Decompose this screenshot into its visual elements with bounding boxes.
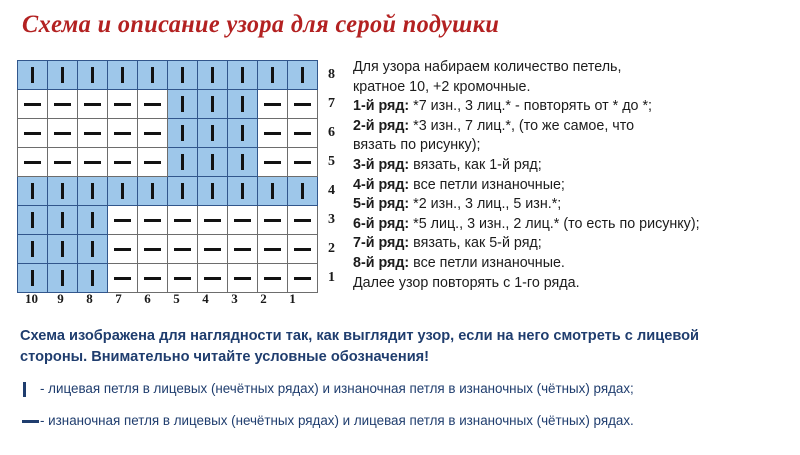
purl-stitch-icon (84, 132, 101, 135)
chart-row-number: 4 (328, 183, 335, 198)
chart-cell-knit (138, 61, 168, 90)
purl-stitch-icon (24, 161, 41, 164)
instruction-row (353, 215, 798, 235)
chart-cell-purl (228, 206, 258, 235)
purl-stitch-icon (174, 277, 191, 280)
purl-stitch-icon (20, 413, 40, 429)
instruction-row-text: *2 изн., 3 лиц., 5 изн.*; (409, 196, 562, 213)
instruction-row (353, 195, 798, 215)
chart-column-number: 2 (260, 291, 267, 306)
chart-cell-knit (228, 119, 258, 148)
notes-line-2: стороны. Внимательно читайте условные обозначения! (20, 349, 430, 365)
chart-cell-purl (108, 206, 138, 235)
chart-cell-purl (288, 235, 318, 264)
knit-stitch-icon (211, 125, 214, 141)
chart-cell-knit (78, 177, 108, 206)
chart-cell-purl (18, 148, 48, 177)
knit-stitch-icon (211, 67, 214, 83)
chart-cell-purl (108, 148, 138, 177)
chart-cell-purl (228, 264, 258, 293)
purl-stitch-icon (234, 277, 251, 280)
pattern-chart-table (17, 60, 359, 293)
chart-row (18, 264, 359, 293)
knit-stitch-icon (31, 212, 34, 228)
chart-cell-purl (18, 90, 48, 119)
chart-cell-purl (168, 264, 198, 293)
chart-cell-purl (288, 148, 318, 177)
chart-cell-purl (138, 235, 168, 264)
chart-cell-knit (198, 61, 228, 90)
purl-stitch-icon (264, 103, 281, 106)
purl-stitch-icon (54, 132, 71, 135)
knit-stitch-icon (241, 183, 244, 199)
instruction-row-label: 5-й ряд: (353, 196, 410, 213)
chart-row (18, 119, 359, 148)
notes-block (20, 326, 790, 368)
instruction-row-text: вязать по рисунку); (353, 137, 481, 154)
purl-stitch-icon (294, 277, 311, 280)
knit-stitch-icon (20, 381, 40, 397)
chart-cell-knit (78, 206, 108, 235)
chart-cell-purl (108, 264, 138, 293)
knit-stitch-icon (91, 270, 94, 286)
chart-row (18, 148, 359, 177)
chart-column-number: 7 (115, 291, 122, 306)
chart-cell-purl (288, 90, 318, 119)
knit-stitch-icon (61, 67, 64, 83)
chart-cell-knit (168, 119, 198, 148)
chart-cell-purl (138, 119, 168, 148)
chart-cell-knit (258, 177, 288, 206)
chart-cell-knit (198, 148, 228, 177)
chart-cell-purl (258, 264, 288, 293)
chart-cell-purl (108, 119, 138, 148)
chart-cell-purl (258, 119, 288, 148)
chart-cell-purl (48, 148, 78, 177)
knit-stitch-icon (61, 183, 64, 199)
chart-cell-knit (78, 264, 108, 293)
knit-stitch-icon (121, 67, 124, 83)
page-title: Схема и описание узора для серой подушки (22, 11, 500, 38)
chart-column-number: 5 (173, 291, 180, 306)
chart-cell-knit (198, 119, 228, 148)
knit-stitch-icon (121, 183, 124, 199)
chart-row (18, 61, 359, 90)
chart-cell-purl (168, 235, 198, 264)
instruction-row-label: 4-й ряд: (353, 176, 410, 193)
chart-row (18, 177, 359, 206)
instruction-row (353, 156, 798, 176)
chart-cell-knit (228, 177, 258, 206)
purl-stitch-icon (294, 248, 311, 251)
purl-stitch-icon (204, 219, 221, 222)
purl-stitch-icon (54, 161, 71, 164)
chart-cell-knit (108, 177, 138, 206)
knit-stitch-icon (181, 96, 184, 112)
instruction-row-label: 6-й ряд: (353, 215, 410, 232)
chart-row-number: 2 (328, 241, 335, 256)
purl-stitch-icon (114, 219, 131, 222)
purl-stitch-icon (174, 248, 191, 251)
purl-stitch-icon (234, 219, 251, 222)
instructions-intro-line-2: кратное 10, +2 кромочные. (353, 78, 531, 95)
chart-row (18, 206, 359, 235)
chart-row-number: 7 (328, 96, 335, 111)
chart-cell-knit (168, 177, 198, 206)
purl-stitch-icon (174, 219, 191, 222)
chart-row-number: 8 (328, 67, 335, 82)
instructions-block (353, 58, 798, 293)
chart-cell-purl (78, 90, 108, 119)
chart-cell-knit (198, 177, 228, 206)
knit-stitch-icon (61, 241, 64, 257)
knit-stitch-icon (301, 67, 304, 83)
purl-stitch-icon (114, 161, 131, 164)
knit-stitch-icon (61, 270, 64, 286)
knit-stitch-icon (181, 154, 184, 170)
knit-stitch-icon (211, 154, 214, 170)
chart-row-number: 5 (328, 154, 335, 169)
purl-stitch-icon (144, 103, 161, 106)
knit-stitch-icon (181, 183, 184, 199)
purl-stitch-icon (144, 132, 161, 135)
knit-stitch-icon (91, 67, 94, 83)
chart-row (18, 90, 359, 119)
chart-column-number: 10 (25, 291, 38, 306)
chart-cell-knit (168, 148, 198, 177)
chart-cell-purl (78, 119, 108, 148)
chart-cell-knit (48, 264, 78, 293)
legend-item-knit (20, 380, 795, 398)
chart-cell-knit (198, 90, 228, 119)
chart-cell-purl (138, 206, 168, 235)
chart-cell-purl (108, 235, 138, 264)
chart-cell-knit (228, 90, 258, 119)
knit-stitch-icon (271, 67, 274, 83)
chart-cell-knit (48, 235, 78, 264)
chart-cell-purl (138, 264, 168, 293)
instruction-row-text: вязать, как 1-й ряд; (409, 156, 542, 173)
purl-stitch-icon (294, 161, 311, 164)
instruction-row (353, 136, 798, 156)
chart-column-number: 1 (289, 291, 296, 306)
instruction-row-list (353, 97, 798, 273)
chart-cell-knit (168, 90, 198, 119)
knit-stitch-icon (241, 96, 244, 112)
chart-cell-knit (138, 177, 168, 206)
instructions-intro-line-1: Для узора набираем количество петель, (353, 59, 622, 75)
knit-stitch-icon (91, 212, 94, 228)
chart-cell-purl (138, 90, 168, 119)
knit-stitch-icon (181, 125, 184, 141)
chart-cell-knit (288, 61, 318, 90)
purl-stitch-icon (204, 248, 221, 251)
purl-stitch-icon (114, 132, 131, 135)
knit-stitch-icon (301, 183, 304, 199)
chart-cell-knit (48, 61, 78, 90)
chart-row-number: 1 (328, 270, 335, 285)
instruction-row-label: 3-й ряд: (353, 156, 410, 173)
chart-cell-knit (48, 206, 78, 235)
chart-column-number: 8 (86, 291, 93, 306)
chart-row-number: 6 (328, 125, 335, 140)
purl-stitch-icon (84, 161, 101, 164)
chart-row (18, 235, 359, 264)
instruction-row (353, 254, 798, 274)
legend-purl-text: - изнаночная петля в лицевых (нечётных рядах) и лицевая петля в изнаночных (чётных) рядах. (40, 413, 634, 428)
chart-cell-knit (18, 177, 48, 206)
chart-cell-purl (258, 235, 288, 264)
chart-cell-purl (138, 148, 168, 177)
chart-column-number: 4 (202, 291, 209, 306)
purl-stitch-icon (264, 161, 281, 164)
knit-stitch-icon (241, 154, 244, 170)
instruction-row-label: 2-й ряд: (353, 117, 410, 134)
purl-stitch-icon (84, 103, 101, 106)
chart-cell-knit (78, 235, 108, 264)
chart-cell-purl (198, 235, 228, 264)
instruction-row-label: 8-й ряд: (353, 254, 410, 271)
knit-stitch-icon (211, 183, 214, 199)
notes-line-1: Схема изображена для наглядности так, как выглядит узор, если на него смотреть с лицевой (20, 328, 699, 344)
chart-cell-knit (228, 61, 258, 90)
purl-stitch-icon (144, 277, 161, 280)
chart-cell-purl (18, 119, 48, 148)
chart-cell-knit (108, 61, 138, 90)
knit-stitch-icon (271, 183, 274, 199)
chart-cell-knit (18, 61, 48, 90)
legend-item-purl (20, 412, 795, 430)
purl-stitch-icon (294, 132, 311, 135)
purl-stitch-icon (114, 248, 131, 251)
purl-stitch-icon (294, 219, 311, 222)
chart-cell-purl (258, 90, 288, 119)
chart-cell-knit (48, 177, 78, 206)
chart-cell-knit (168, 61, 198, 90)
chart-cell-knit (78, 61, 108, 90)
purl-stitch-icon (24, 132, 41, 135)
knit-stitch-icon (31, 183, 34, 199)
legend-knit-text: - лицевая петля в лицевых (нечётных рядах) и изнаночная петля в изнаночных (чётных) рядах; (40, 381, 634, 396)
chart-cell-purl (288, 264, 318, 293)
purl-stitch-icon (204, 277, 221, 280)
chart-cell-purl (288, 119, 318, 148)
purl-stitch-icon (264, 248, 281, 251)
purl-stitch-icon (24, 103, 41, 106)
knit-stitch-icon (31, 241, 34, 257)
chart-cell-purl (168, 206, 198, 235)
purl-stitch-icon (144, 161, 161, 164)
chart-cell-purl (198, 206, 228, 235)
chart-cell-purl (198, 264, 228, 293)
chart-column-number: 6 (144, 291, 151, 306)
instruction-row (353, 176, 798, 196)
purl-stitch-icon (144, 248, 161, 251)
purl-stitch-icon (264, 132, 281, 135)
chart-row-number: 3 (328, 212, 335, 227)
instruction-row (353, 117, 798, 137)
chart-cell-knit (258, 61, 288, 90)
instruction-row (353, 97, 798, 117)
chart-column-number: 3 (231, 291, 238, 306)
instruction-row-label: 7-й ряд: (353, 235, 410, 252)
pattern-chart-body (18, 61, 359, 293)
purl-stitch-icon (264, 277, 281, 280)
knit-stitch-icon (151, 67, 154, 83)
instruction-row-text: *3 изн., 7 лиц.*, (то же самое, что (409, 117, 635, 134)
instruction-row-text: *5 лиц., 3 изн., 2 лиц.* (то есть по рисунку); (409, 215, 700, 232)
knit-stitch-icon (211, 96, 214, 112)
purl-stitch-icon (264, 219, 281, 222)
chart-cell-purl (48, 119, 78, 148)
chart-cell-purl (108, 90, 138, 119)
instruction-row-text: все петли изнаночные. (409, 254, 565, 271)
knit-stitch-icon (31, 67, 34, 83)
purl-stitch-icon (294, 103, 311, 106)
instruction-row-label: 1-й ряд: (353, 98, 410, 115)
chart-cell-purl (288, 206, 318, 235)
purl-stitch-icon (114, 103, 131, 106)
purl-stitch-icon (54, 103, 71, 106)
chart-cell-purl (48, 90, 78, 119)
chart-cell-knit (18, 235, 48, 264)
instruction-row-text: вязать, как 5-й ряд; (409, 235, 542, 252)
chart-cell-purl (228, 235, 258, 264)
chart-cell-knit (288, 177, 318, 206)
knit-stitch-icon (241, 125, 244, 141)
instruction-row-text: *7 изн., 3 лиц.* - повторять от * до *; (409, 98, 653, 115)
pattern-chart (17, 60, 359, 293)
knit-stitch-icon (181, 67, 184, 83)
knit-stitch-icon (91, 241, 94, 257)
knit-stitch-icon (91, 183, 94, 199)
instruction-row (353, 234, 798, 254)
purl-stitch-icon (144, 219, 161, 222)
knit-stitch-icon (241, 67, 244, 83)
purl-stitch-icon (234, 248, 251, 251)
instruction-row-text: все петли изнаночные; (409, 176, 565, 193)
knit-stitch-icon (31, 270, 34, 286)
knit-stitch-icon (151, 183, 154, 199)
chart-cell-purl (258, 206, 288, 235)
chart-cell-knit (18, 264, 48, 293)
instructions-outro: Далее узор повторять с 1-го ряда. (353, 274, 580, 291)
purl-stitch-icon (114, 277, 131, 280)
chart-cell-purl (78, 148, 108, 177)
chart-column-numbers (17, 291, 317, 307)
knit-stitch-icon (61, 212, 64, 228)
chart-column-number: 9 (57, 291, 64, 306)
chart-cell-knit (18, 206, 48, 235)
chart-cell-knit (228, 148, 258, 177)
chart-cell-purl (258, 148, 288, 177)
